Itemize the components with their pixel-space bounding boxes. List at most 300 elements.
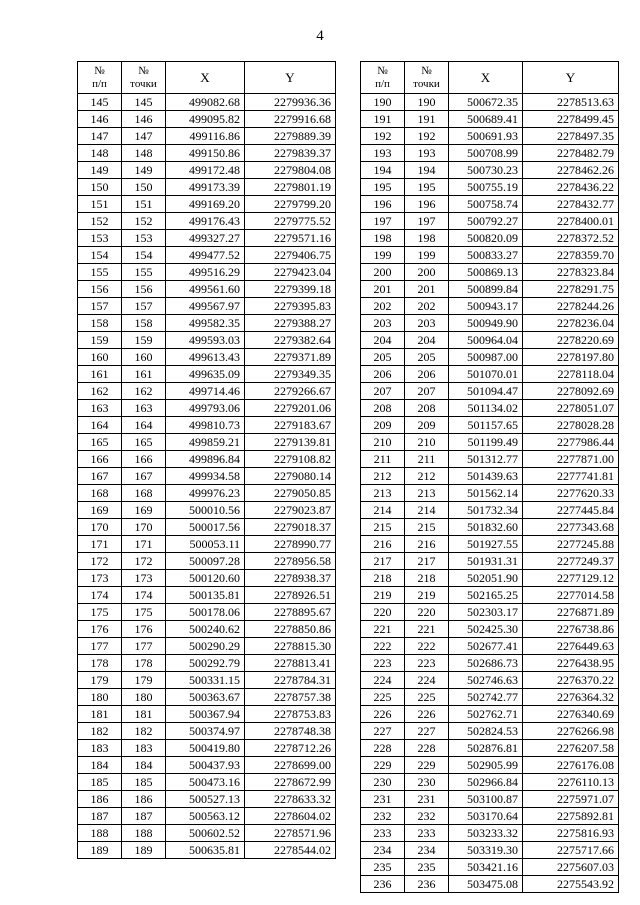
table-row — [361, 468, 619, 485]
row-number-cell: 198 — [361, 230, 405, 247]
point-number-cell: 180 — [122, 689, 166, 706]
point-number-cell: 209 — [405, 417, 449, 434]
y-coordinate-cell: 2279183.67 — [245, 417, 336, 434]
row-number-cell: 159 — [78, 332, 122, 349]
table-row — [361, 485, 619, 502]
point-number-cell: 198 — [405, 230, 449, 247]
x-coordinate-cell: 503233.32 — [449, 825, 523, 842]
table-row — [78, 434, 336, 451]
table-row — [78, 655, 336, 672]
point-number-cell: 174 — [122, 587, 166, 604]
point-number-cell: 197 — [405, 213, 449, 230]
x-coordinate-cell: 503475.08 — [449, 876, 523, 893]
x-coordinate-cell: 500820.09 — [449, 230, 523, 247]
row-number-cell: 208 — [361, 400, 405, 417]
x-coordinate-cell: 502966.84 — [449, 774, 523, 791]
x-coordinate-cell: 500708.99 — [449, 145, 523, 162]
row-number-cell: 147 — [78, 128, 122, 145]
point-number-cell: 232 — [405, 808, 449, 825]
point-number-cell: 171 — [122, 536, 166, 553]
x-coordinate-cell: 500758.74 — [449, 196, 523, 213]
row-number-cell: 150 — [78, 179, 122, 196]
row-number-cell: 224 — [361, 672, 405, 689]
row-number-cell: 190 — [361, 94, 405, 111]
row-number-cell: 175 — [78, 604, 122, 621]
x-coordinate-cell: 499896.84 — [166, 451, 245, 468]
row-number-cell: 213 — [361, 485, 405, 502]
x-coordinate-cell: 500691.93 — [449, 128, 523, 145]
x-coordinate-cell: 503421.16 — [449, 859, 523, 876]
x-coordinate-cell: 500602.52 — [166, 825, 245, 842]
point-number-cell: 169 — [122, 502, 166, 519]
row-number-cell: 194 — [361, 162, 405, 179]
y-coordinate-cell: 2279080.14 — [245, 468, 336, 485]
x-coordinate-cell: 502876.81 — [449, 740, 523, 757]
point-number-cell: 151 — [122, 196, 166, 213]
y-coordinate-cell: 2275816.93 — [523, 825, 619, 842]
point-number-cell: 213 — [405, 485, 449, 502]
x-coordinate-cell: 499327.27 — [166, 230, 245, 247]
y-coordinate-cell: 2278633.32 — [245, 791, 336, 808]
table-row — [361, 400, 619, 417]
x-coordinate-cell: 499150.86 — [166, 145, 245, 162]
y-coordinate-cell: 2278784.31 — [245, 672, 336, 689]
y-coordinate-cell: 2279395.83 — [245, 298, 336, 315]
row-number-cell: 196 — [361, 196, 405, 213]
table-row — [78, 638, 336, 655]
row-number-cell: 166 — [78, 451, 122, 468]
table-row — [78, 349, 336, 366]
header-x: X — [166, 62, 245, 94]
row-number-cell: 151 — [78, 196, 122, 213]
y-coordinate-cell: 2277445.84 — [523, 502, 619, 519]
row-number-cell: 225 — [361, 689, 405, 706]
x-coordinate-cell: 502746.63 — [449, 672, 523, 689]
row-number-cell: 182 — [78, 723, 122, 740]
row-number-cell: 174 — [78, 587, 122, 604]
point-number-cell: 206 — [405, 366, 449, 383]
point-number-cell: 205 — [405, 349, 449, 366]
row-number-cell: 236 — [361, 876, 405, 893]
table-row — [361, 383, 619, 400]
y-coordinate-cell: 2278499.45 — [523, 111, 619, 128]
point-number-cell: 148 — [122, 145, 166, 162]
x-coordinate-cell: 500135.81 — [166, 587, 245, 604]
point-number-cell: 223 — [405, 655, 449, 672]
table-body-right — [361, 94, 619, 893]
table-row — [361, 366, 619, 383]
row-number-cell: 160 — [78, 349, 122, 366]
x-coordinate-cell: 503319.30 — [449, 842, 523, 859]
y-coordinate-cell: 2279266.67 — [245, 383, 336, 400]
y-coordinate-cell: 2278938.37 — [245, 570, 336, 587]
y-coordinate-cell: 2278815.30 — [245, 638, 336, 655]
point-number-cell: 235 — [405, 859, 449, 876]
x-coordinate-cell: 499172.48 — [166, 162, 245, 179]
x-coordinate-cell: 501439.63 — [449, 468, 523, 485]
x-coordinate-cell: 502303.17 — [449, 604, 523, 621]
table-row — [361, 740, 619, 757]
row-number-cell: 223 — [361, 655, 405, 672]
x-coordinate-cell: 499477.52 — [166, 247, 245, 264]
y-coordinate-cell: 2278757.38 — [245, 689, 336, 706]
y-coordinate-cell: 2278051.07 — [523, 400, 619, 417]
y-coordinate-cell: 2279349.35 — [245, 366, 336, 383]
table-header-row — [361, 62, 619, 94]
point-number-cell: 182 — [122, 723, 166, 740]
row-number-cell: 183 — [78, 740, 122, 757]
table-row — [361, 94, 619, 111]
y-coordinate-cell: 2278926.51 — [245, 587, 336, 604]
header-row-number — [78, 62, 122, 94]
x-coordinate-cell: 500017.56 — [166, 519, 245, 536]
x-coordinate-cell: 502824.53 — [449, 723, 523, 740]
y-coordinate-cell: 2279388.27 — [245, 315, 336, 332]
x-coordinate-cell: 500755.19 — [449, 179, 523, 196]
row-number-cell: 228 — [361, 740, 405, 757]
row-number-cell: 185 — [78, 774, 122, 791]
row-number-cell: 178 — [78, 655, 122, 672]
y-coordinate-cell: 2279050.85 — [245, 485, 336, 502]
y-coordinate-cell: 2275543.92 — [523, 876, 619, 893]
x-coordinate-cell: 499082.68 — [166, 94, 245, 111]
point-number-cell: 212 — [405, 468, 449, 485]
x-coordinate-cell: 501199.49 — [449, 434, 523, 451]
x-coordinate-cell: 499567.97 — [166, 298, 245, 315]
x-coordinate-cell: 500899.84 — [449, 281, 523, 298]
header-y: Y — [245, 62, 336, 94]
x-coordinate-cell: 500097.28 — [166, 553, 245, 570]
row-number-cell: 218 — [361, 570, 405, 587]
point-number-cell: 153 — [122, 230, 166, 247]
table-row — [78, 519, 336, 536]
point-number-cell: 204 — [405, 332, 449, 349]
x-coordinate-cell: 502762.71 — [449, 706, 523, 723]
table-row — [78, 723, 336, 740]
point-number-cell: 231 — [405, 791, 449, 808]
row-number-cell: 163 — [78, 400, 122, 417]
table-row — [78, 468, 336, 485]
x-coordinate-cell: 501562.14 — [449, 485, 523, 502]
y-coordinate-cell: 2276871.89 — [523, 604, 619, 621]
y-coordinate-cell: 2278028.28 — [523, 417, 619, 434]
x-coordinate-cell: 499976.23 — [166, 485, 245, 502]
point-number-cell: 149 — [122, 162, 166, 179]
y-coordinate-cell: 2277741.81 — [523, 468, 619, 485]
table-row — [78, 179, 336, 196]
table-row — [78, 706, 336, 723]
y-coordinate-cell: 2279775.52 — [245, 213, 336, 230]
row-number-cell: 189 — [78, 842, 122, 859]
y-coordinate-cell: 2276340.69 — [523, 706, 619, 723]
table-row — [78, 383, 336, 400]
point-number-cell: 160 — [122, 349, 166, 366]
table-row — [361, 757, 619, 774]
y-coordinate-cell: 2277014.58 — [523, 587, 619, 604]
x-coordinate-cell: 499593.03 — [166, 332, 245, 349]
y-coordinate-cell: 2276438.95 — [523, 655, 619, 672]
x-coordinate-cell: 501832.60 — [449, 519, 523, 536]
y-coordinate-cell: 2278220.69 — [523, 332, 619, 349]
y-coordinate-cell: 2276364.32 — [523, 689, 619, 706]
table-row — [78, 536, 336, 553]
x-coordinate-cell: 501927.55 — [449, 536, 523, 553]
y-coordinate-cell: 2278372.52 — [523, 230, 619, 247]
point-number-cell: 183 — [122, 740, 166, 757]
x-coordinate-cell: 503100.87 — [449, 791, 523, 808]
y-coordinate-cell: 2279423.04 — [245, 264, 336, 281]
row-number-cell: 181 — [78, 706, 122, 723]
row-number-cell: 156 — [78, 281, 122, 298]
header-point-number-line1: № — [138, 64, 149, 77]
row-number-cell: 204 — [361, 332, 405, 349]
point-number-cell: 181 — [122, 706, 166, 723]
y-coordinate-cell: 2278513.63 — [523, 94, 619, 111]
y-coordinate-cell: 2279804.08 — [245, 162, 336, 179]
y-coordinate-cell: 2275607.03 — [523, 859, 619, 876]
x-coordinate-cell: 500689.41 — [449, 111, 523, 128]
table-row — [78, 281, 336, 298]
y-coordinate-cell: 2278544.02 — [245, 842, 336, 859]
row-number-cell: 193 — [361, 145, 405, 162]
point-number-cell: 176 — [122, 621, 166, 638]
table-row — [361, 859, 619, 876]
row-number-cell: 186 — [78, 791, 122, 808]
y-coordinate-cell: 2279399.18 — [245, 281, 336, 298]
row-number-cell: 216 — [361, 536, 405, 553]
y-coordinate-cell: 2278850.86 — [245, 621, 336, 638]
point-number-cell: 234 — [405, 842, 449, 859]
header-point-number-line1: № — [421, 64, 432, 77]
point-number-cell: 172 — [122, 553, 166, 570]
x-coordinate-cell: 500010.56 — [166, 502, 245, 519]
row-number-cell: 219 — [361, 587, 405, 604]
table-row — [78, 213, 336, 230]
row-number-cell: 168 — [78, 485, 122, 502]
row-number-cell: 169 — [78, 502, 122, 519]
header-row-number-line2: п/п — [92, 77, 107, 90]
x-coordinate-cell: 499582.35 — [166, 315, 245, 332]
table-row — [78, 230, 336, 247]
point-number-cell: 163 — [122, 400, 166, 417]
point-number-cell: 159 — [122, 332, 166, 349]
x-coordinate-cell: 499561.60 — [166, 281, 245, 298]
point-number-cell: 173 — [122, 570, 166, 587]
y-coordinate-cell: 2279382.64 — [245, 332, 336, 349]
header-point-number-line2: точки — [130, 77, 157, 90]
point-number-cell: 184 — [122, 757, 166, 774]
y-coordinate-cell: 2278291.75 — [523, 281, 619, 298]
point-number-cell: 194 — [405, 162, 449, 179]
table-row — [78, 196, 336, 213]
x-coordinate-cell: 502165.25 — [449, 587, 523, 604]
point-number-cell: 156 — [122, 281, 166, 298]
table-row — [78, 400, 336, 417]
y-coordinate-cell: 2279801.19 — [245, 179, 336, 196]
row-number-cell: 221 — [361, 621, 405, 638]
table-row — [361, 621, 619, 638]
x-coordinate-cell: 500730.23 — [449, 162, 523, 179]
x-coordinate-cell: 500240.62 — [166, 621, 245, 638]
header-y: Y — [523, 62, 619, 94]
point-number-cell: 166 — [122, 451, 166, 468]
x-coordinate-cell: 501157.65 — [449, 417, 523, 434]
table-row — [78, 145, 336, 162]
y-coordinate-cell: 2277249.37 — [523, 553, 619, 570]
row-number-cell: 211 — [361, 451, 405, 468]
table-row — [361, 247, 619, 264]
row-number-cell: 233 — [361, 825, 405, 842]
point-number-cell: 154 — [122, 247, 166, 264]
point-number-cell: 200 — [405, 264, 449, 281]
point-number-cell: 179 — [122, 672, 166, 689]
point-number-cell: 221 — [405, 621, 449, 638]
row-number-cell: 197 — [361, 213, 405, 230]
x-coordinate-cell: 499810.73 — [166, 417, 245, 434]
table-row — [361, 213, 619, 230]
row-number-cell: 155 — [78, 264, 122, 281]
x-coordinate-cell: 500987.00 — [449, 349, 523, 366]
row-number-cell: 217 — [361, 553, 405, 570]
y-coordinate-cell: 2277986.44 — [523, 434, 619, 451]
y-coordinate-cell: 2278956.58 — [245, 553, 336, 570]
table-row — [361, 604, 619, 621]
point-number-cell: 233 — [405, 825, 449, 842]
row-number-cell: 232 — [361, 808, 405, 825]
y-coordinate-cell: 2279371.89 — [245, 349, 336, 366]
table-row — [361, 723, 619, 740]
x-coordinate-cell: 499859.21 — [166, 434, 245, 451]
table-row — [361, 196, 619, 213]
row-number-cell: 180 — [78, 689, 122, 706]
table-row — [361, 128, 619, 145]
point-number-cell: 155 — [122, 264, 166, 281]
y-coordinate-cell: 2279936.36 — [245, 94, 336, 111]
y-coordinate-cell: 2279108.82 — [245, 451, 336, 468]
point-number-cell: 175 — [122, 604, 166, 621]
point-number-cell: 191 — [405, 111, 449, 128]
row-number-cell: 148 — [78, 145, 122, 162]
x-coordinate-cell: 500473.16 — [166, 774, 245, 791]
table-row — [78, 451, 336, 468]
x-coordinate-cell: 500367.94 — [166, 706, 245, 723]
row-number-cell: 209 — [361, 417, 405, 434]
point-number-cell: 227 — [405, 723, 449, 740]
row-number-cell: 235 — [361, 859, 405, 876]
y-coordinate-cell: 2278753.83 — [245, 706, 336, 723]
point-number-cell: 150 — [122, 179, 166, 196]
x-coordinate-cell: 501732.34 — [449, 502, 523, 519]
table-row — [78, 672, 336, 689]
x-coordinate-cell: 500563.12 — [166, 808, 245, 825]
table-row — [78, 128, 336, 145]
y-coordinate-cell: 2279571.16 — [245, 230, 336, 247]
x-coordinate-cell: 500672.35 — [449, 94, 523, 111]
x-coordinate-cell: 500419.80 — [166, 740, 245, 757]
row-number-cell: 231 — [361, 791, 405, 808]
point-number-cell: 217 — [405, 553, 449, 570]
table-row — [78, 791, 336, 808]
row-number-cell: 222 — [361, 638, 405, 655]
table-body-left — [78, 94, 336, 859]
row-number-cell: 177 — [78, 638, 122, 655]
row-number-cell: 164 — [78, 417, 122, 434]
y-coordinate-cell: 2278462.26 — [523, 162, 619, 179]
x-coordinate-cell: 500949.90 — [449, 315, 523, 332]
row-number-cell: 172 — [78, 553, 122, 570]
x-coordinate-cell: 499934.58 — [166, 468, 245, 485]
table-row — [361, 264, 619, 281]
table-row — [78, 842, 336, 859]
coordinates-table-right — [360, 61, 619, 893]
table-row — [361, 689, 619, 706]
y-coordinate-cell: 2277620.33 — [523, 485, 619, 502]
x-coordinate-cell: 500964.04 — [449, 332, 523, 349]
point-number-cell: 188 — [122, 825, 166, 842]
point-number-cell: 193 — [405, 145, 449, 162]
y-coordinate-cell: 2278436.22 — [523, 179, 619, 196]
header-x: X — [449, 62, 523, 94]
table-row — [78, 774, 336, 791]
row-number-cell: 202 — [361, 298, 405, 315]
point-number-cell: 218 — [405, 570, 449, 587]
x-coordinate-cell: 502686.73 — [449, 655, 523, 672]
point-number-cell: 230 — [405, 774, 449, 791]
point-number-cell: 178 — [122, 655, 166, 672]
table-row — [78, 502, 336, 519]
table-row — [361, 519, 619, 536]
table-row — [361, 332, 619, 349]
table-row — [361, 111, 619, 128]
y-coordinate-cell: 2278400.01 — [523, 213, 619, 230]
row-number-cell: 170 — [78, 519, 122, 536]
y-coordinate-cell: 2276449.63 — [523, 638, 619, 655]
point-number-cell: 161 — [122, 366, 166, 383]
x-coordinate-cell: 500374.97 — [166, 723, 245, 740]
table-row — [78, 689, 336, 706]
y-coordinate-cell: 2278990.77 — [245, 536, 336, 553]
table-row — [361, 145, 619, 162]
row-number-cell: 229 — [361, 757, 405, 774]
row-number-cell: 188 — [78, 825, 122, 842]
point-number-cell: 190 — [405, 94, 449, 111]
point-number-cell: 201 — [405, 281, 449, 298]
point-number-cell: 187 — [122, 808, 166, 825]
row-number-cell: 230 — [361, 774, 405, 791]
y-coordinate-cell: 2278359.70 — [523, 247, 619, 264]
y-coordinate-cell: 2277245.88 — [523, 536, 619, 553]
y-coordinate-cell: 2278699.00 — [245, 757, 336, 774]
point-number-cell: 170 — [122, 519, 166, 536]
table-row — [78, 298, 336, 315]
y-coordinate-cell: 2275717.66 — [523, 842, 619, 859]
point-number-cell: 158 — [122, 315, 166, 332]
table-row — [361, 774, 619, 791]
header-point-number-line2: точки — [413, 77, 440, 90]
point-number-cell: 147 — [122, 128, 166, 145]
row-number-cell: 149 — [78, 162, 122, 179]
row-number-cell: 187 — [78, 808, 122, 825]
y-coordinate-cell: 2276266.98 — [523, 723, 619, 740]
header-row-number-line1: № — [94, 64, 105, 77]
row-number-cell: 227 — [361, 723, 405, 740]
table-row — [78, 485, 336, 502]
x-coordinate-cell: 499635.09 — [166, 366, 245, 383]
x-coordinate-cell: 499714.46 — [166, 383, 245, 400]
table-row — [78, 264, 336, 281]
table-row — [361, 553, 619, 570]
row-number-cell: 176 — [78, 621, 122, 638]
